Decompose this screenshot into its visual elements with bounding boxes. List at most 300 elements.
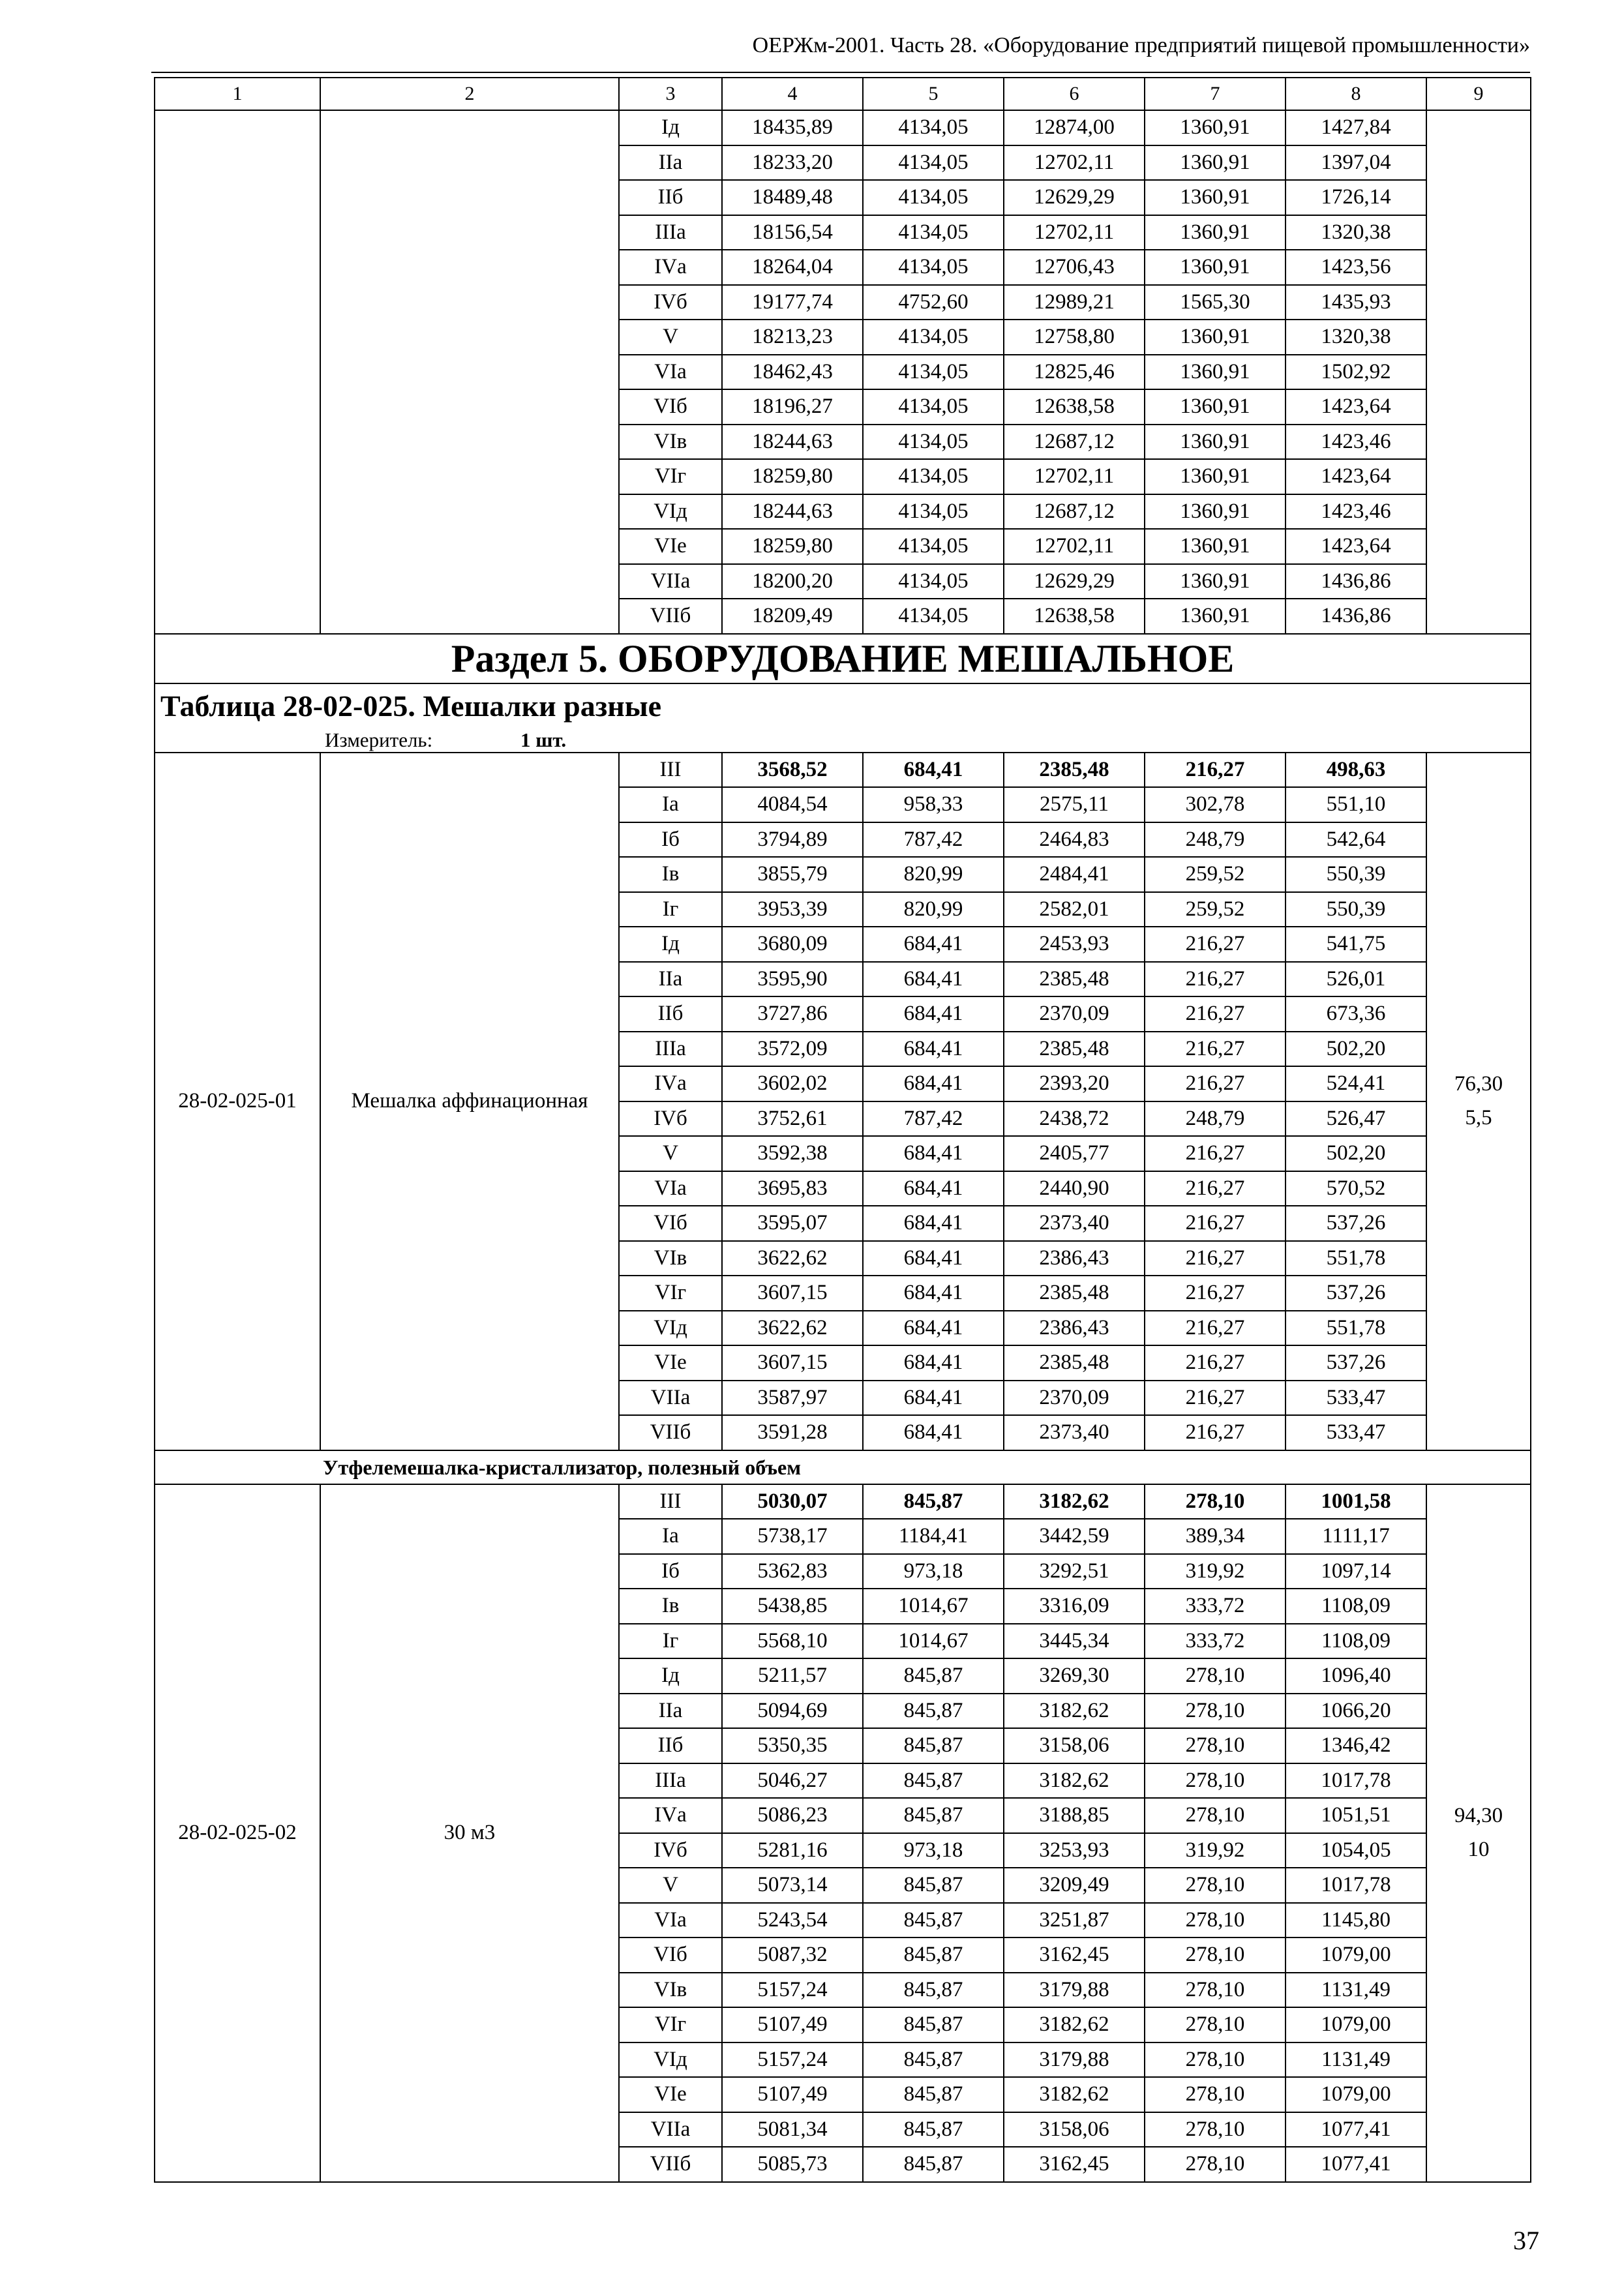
zone-cell: VIб	[619, 1937, 722, 1973]
value-cell: 533,47	[1286, 1415, 1426, 1450]
value-cell: 3316,09	[1004, 1589, 1145, 1624]
value-cell: 278,10	[1145, 1658, 1286, 1694]
section-heading-row	[155, 634, 1531, 683]
zone-cell: Iд	[619, 927, 722, 962]
value-cell: 4134,05	[863, 215, 1004, 250]
value-cell: 2373,40	[1004, 1206, 1145, 1241]
value-cell: 4134,05	[863, 599, 1004, 634]
value-cell: 18259,80	[722, 529, 863, 564]
measure-label: Измеритель:	[325, 728, 433, 751]
value-cell: 1423,46	[1286, 494, 1426, 530]
value-cell: 550,39	[1286, 892, 1426, 927]
value-cell: 4084,54	[722, 787, 863, 822]
value-cell: 2582,01	[1004, 892, 1145, 927]
value-cell: 216,27	[1145, 1311, 1286, 1346]
value-cell: 1145,80	[1286, 1903, 1426, 1938]
value-cell: 5107,49	[722, 2077, 863, 2112]
value-cell: 845,87	[863, 1868, 1004, 1903]
value-cell: 1360,91	[1145, 355, 1286, 390]
value-cell: 1184,41	[863, 1519, 1004, 1554]
value-cell: 216,27	[1145, 1415, 1286, 1450]
value-cell: 12825,46	[1004, 355, 1145, 390]
value-cell: 570,52	[1286, 1171, 1426, 1206]
value-cell: 1360,91	[1145, 389, 1286, 425]
value-cell: 2393,20	[1004, 1066, 1145, 1101]
value-cell: 278,10	[1145, 2042, 1286, 2078]
value-cell: 684,41	[863, 1241, 1004, 1276]
value-cell: 259,52	[1145, 857, 1286, 892]
value-cell: 389,34	[1145, 1519, 1286, 1554]
value-cell: 787,42	[863, 1101, 1004, 1137]
table-title-row	[155, 683, 1531, 728]
col9-value: 5,5	[1465, 1105, 1492, 1130]
zone-cell: VIе	[619, 529, 722, 564]
column-number: 9	[1426, 78, 1531, 110]
value-cell: 12687,12	[1004, 494, 1145, 530]
value-cell: 1096,40	[1286, 1658, 1426, 1694]
value-cell: 333,72	[1145, 1624, 1286, 1659]
value-cell: 1502,92	[1286, 355, 1426, 390]
value-cell: 12702,11	[1004, 459, 1145, 494]
value-cell: 216,27	[1145, 1206, 1286, 1241]
value-cell: 973,18	[863, 1833, 1004, 1868]
zone-cell: VIб	[619, 1206, 722, 1241]
zone-cell: Iб	[619, 1554, 722, 1589]
value-cell: 1423,56	[1286, 250, 1426, 285]
value-cell: 278,10	[1145, 2147, 1286, 2182]
value-cell: 18435,89	[722, 110, 863, 145]
zone-cell: VIе	[619, 1345, 722, 1381]
zone-cell: VIд	[619, 2042, 722, 2078]
zone-cell: VIа	[619, 1903, 722, 1938]
value-cell: 4134,05	[863, 250, 1004, 285]
zone-cell: IVб	[619, 285, 722, 320]
zone-cell: VIб	[619, 389, 722, 425]
value-cell: 5362,83	[722, 1554, 863, 1589]
column-number: 6	[1004, 78, 1145, 110]
value-cell: 1108,09	[1286, 1589, 1426, 1624]
value-cell: 3622,62	[722, 1241, 863, 1276]
value-cell: 3188,85	[1004, 1798, 1145, 1833]
value-cell: 684,41	[863, 753, 1004, 788]
value-cell: 4134,05	[863, 180, 1004, 215]
rates-table	[154, 77, 1531, 2183]
value-cell: 5087,32	[722, 1937, 863, 1973]
value-cell: 1077,41	[1286, 2147, 1426, 2182]
code-cell: 28-02-025-02	[155, 1484, 320, 2182]
zone-cell: VIд	[619, 494, 722, 530]
value-cell: 845,87	[863, 2147, 1004, 2182]
group-spacer	[155, 1450, 320, 1484]
value-cell: 684,41	[863, 1345, 1004, 1381]
value-cell: 248,79	[1145, 822, 1286, 858]
value-cell: 278,10	[1145, 2007, 1286, 2042]
value-cell: 5568,10	[722, 1624, 863, 1659]
value-cell: 5157,24	[722, 1973, 863, 2008]
value-cell: 3182,62	[1004, 2077, 1145, 2112]
zone-cell: VIIб	[619, 1415, 722, 1450]
value-cell: 278,10	[1145, 1868, 1286, 1903]
column-number: 4	[722, 78, 863, 110]
value-cell: 278,10	[1145, 1798, 1286, 1833]
zone-cell: III	[619, 753, 722, 788]
zone-cell: VIв	[619, 1973, 722, 2008]
column-number: 8	[1286, 78, 1426, 110]
zone-cell: Iд	[619, 110, 722, 145]
value-cell: 1360,91	[1145, 564, 1286, 599]
value-cell: 1131,49	[1286, 2042, 1426, 2078]
value-cell: 3292,51	[1004, 1554, 1145, 1589]
value-cell: 319,92	[1145, 1554, 1286, 1589]
value-cell: 3158,06	[1004, 2112, 1145, 2147]
value-cell: 3179,88	[1004, 2042, 1145, 2078]
value-cell: 248,79	[1145, 1101, 1286, 1137]
value-cell: 3591,28	[722, 1415, 863, 1450]
value-cell: 845,87	[863, 2007, 1004, 2042]
value-cell: 845,87	[863, 1658, 1004, 1694]
header-divider	[151, 72, 1530, 73]
value-cell: 3607,15	[722, 1276, 863, 1311]
value-cell: 3622,62	[722, 1311, 863, 1346]
value-cell: 18233,20	[722, 145, 863, 181]
value-cell: 502,20	[1286, 1032, 1426, 1067]
value-cell: 1001,58	[1286, 1484, 1426, 1519]
value-cell: 502,20	[1286, 1136, 1426, 1171]
zone-cell: IIIа	[619, 1763, 722, 1799]
value-cell: 3592,38	[722, 1136, 863, 1171]
value-cell: 278,10	[1145, 1937, 1286, 1973]
value-cell: 2386,43	[1004, 1241, 1145, 1276]
value-cell: 684,41	[863, 1032, 1004, 1067]
zone-cell: Iб	[619, 822, 722, 858]
value-cell: 3695,83	[722, 1171, 863, 1206]
value-cell: 12702,11	[1004, 529, 1145, 564]
value-cell: 551,78	[1286, 1241, 1426, 1276]
value-cell: 1320,38	[1286, 320, 1426, 355]
value-cell: 2464,83	[1004, 822, 1145, 858]
value-cell: 684,41	[863, 1171, 1004, 1206]
value-cell: 537,26	[1286, 1345, 1426, 1381]
value-cell: 1054,05	[1286, 1833, 1426, 1868]
value-cell: 18209,49	[722, 599, 863, 634]
value-cell: 526,01	[1286, 962, 1426, 997]
zone-cell: VIв	[619, 1241, 722, 1276]
value-cell: 5086,23	[722, 1798, 863, 1833]
column-number: 1	[155, 78, 320, 110]
value-cell: 1014,67	[863, 1589, 1004, 1624]
column-number: 3	[619, 78, 722, 110]
value-cell: 541,75	[1286, 927, 1426, 962]
value-cell: 18200,20	[722, 564, 863, 599]
value-cell: 1427,84	[1286, 110, 1426, 145]
zone-cell: Iг	[619, 1624, 722, 1659]
zone-cell: IIб	[619, 1728, 722, 1763]
value-cell: 1423,46	[1286, 425, 1426, 460]
value-cell: 216,27	[1145, 1276, 1286, 1311]
value-cell: 1131,49	[1286, 1973, 1426, 2008]
value-cell: 18259,80	[722, 459, 863, 494]
value-cell: 3595,90	[722, 962, 863, 997]
value-cell: 4134,05	[863, 494, 1004, 530]
value-cell: 2385,48	[1004, 753, 1145, 788]
value-cell: 1360,91	[1145, 529, 1286, 564]
value-cell: 1435,93	[1286, 285, 1426, 320]
value-cell: 18489,48	[722, 180, 863, 215]
value-cell: 684,41	[863, 1311, 1004, 1346]
value-cell: 5073,14	[722, 1868, 863, 1903]
zone-cell: III	[619, 1484, 722, 1519]
value-cell: 18264,04	[722, 250, 863, 285]
value-cell: 278,10	[1145, 1903, 1286, 1938]
value-cell: 684,41	[863, 1066, 1004, 1101]
value-cell: 684,41	[863, 962, 1004, 997]
value-cell: 684,41	[863, 1381, 1004, 1416]
zone-cell: VIIа	[619, 564, 722, 599]
value-cell: 1108,09	[1286, 1624, 1426, 1659]
value-cell: 537,26	[1286, 1206, 1426, 1241]
value-cell: 526,47	[1286, 1101, 1426, 1137]
value-cell: 278,10	[1145, 2112, 1286, 2147]
value-cell: 1360,91	[1145, 180, 1286, 215]
value-cell: 12758,80	[1004, 320, 1145, 355]
value-cell: 19177,74	[722, 285, 863, 320]
zone-cell: IVб	[619, 1833, 722, 1868]
value-cell: 302,78	[1145, 787, 1286, 822]
col9-value: 10	[1467, 1837, 1490, 1861]
value-cell: 12874,00	[1004, 110, 1145, 145]
zone-cell: IVа	[619, 1798, 722, 1833]
zone-cell: VIIа	[619, 2112, 722, 2147]
value-cell: 4134,05	[863, 529, 1004, 564]
column-number: 7	[1145, 78, 1286, 110]
value-cell: 2453,93	[1004, 927, 1145, 962]
value-cell: 820,99	[863, 892, 1004, 927]
value-cell: 2386,43	[1004, 1311, 1145, 1346]
value-cell: 1436,86	[1286, 564, 1426, 599]
value-cell: 3209,49	[1004, 1868, 1145, 1903]
value-cell: 18244,63	[722, 425, 863, 460]
value-cell: 5350,35	[722, 1728, 863, 1763]
value-cell: 12638,58	[1004, 599, 1145, 634]
value-cell: 973,18	[863, 1554, 1004, 1589]
value-cell: 1360,91	[1145, 425, 1286, 460]
measure-cell	[155, 728, 1531, 753]
zone-cell: Iа	[619, 1519, 722, 1554]
zone-cell: VIа	[619, 355, 722, 390]
value-cell: 5094,69	[722, 1694, 863, 1729]
zone-cell: IVб	[619, 1101, 722, 1137]
col9-cell	[1426, 1484, 1531, 2182]
value-cell: 2440,90	[1004, 1171, 1145, 1206]
value-cell: 2405,77	[1004, 1136, 1145, 1171]
value-cell: 787,42	[863, 822, 1004, 858]
value-cell: 1423,64	[1286, 389, 1426, 425]
value-cell: 278,10	[1145, 1763, 1286, 1799]
value-cell: 2438,72	[1004, 1101, 1145, 1137]
value-cell: 551,10	[1286, 787, 1426, 822]
value-cell: 5081,34	[722, 2112, 863, 2147]
zone-cell: VIIа	[619, 1381, 722, 1416]
value-cell: 278,10	[1145, 2077, 1286, 2112]
value-cell: 216,27	[1145, 1066, 1286, 1101]
value-cell: 216,27	[1145, 1171, 1286, 1206]
value-cell: 3269,30	[1004, 1658, 1145, 1694]
zone-cell: V	[619, 320, 722, 355]
value-cell: 684,41	[863, 1206, 1004, 1241]
value-cell: 3568,52	[722, 753, 863, 788]
name-cell: Мешалка аффинационная	[320, 753, 619, 1450]
value-cell: 278,10	[1145, 1973, 1286, 2008]
value-cell: 3727,86	[722, 996, 863, 1032]
value-cell: 5211,57	[722, 1658, 863, 1694]
value-cell: 1077,41	[1286, 2112, 1426, 2147]
value-cell: 5107,49	[722, 2007, 863, 2042]
value-cell: 1346,42	[1286, 1728, 1426, 1763]
value-cell: 845,87	[863, 2077, 1004, 2112]
value-cell: 5281,16	[722, 1833, 863, 1868]
value-cell: 216,27	[1145, 927, 1286, 962]
zone-cell: IIа	[619, 962, 722, 997]
value-cell: 845,87	[863, 2112, 1004, 2147]
value-cell: 5046,27	[722, 1763, 863, 1799]
value-cell: 1360,91	[1145, 320, 1286, 355]
value-cell: 4134,05	[863, 320, 1004, 355]
zone-cell: V	[619, 1868, 722, 1903]
zone-cell: IVа	[619, 1066, 722, 1101]
zone-cell: VIа	[619, 1171, 722, 1206]
zone-cell: IVа	[619, 250, 722, 285]
name-cell: 30 м3	[320, 1484, 619, 2182]
value-cell: 3855,79	[722, 857, 863, 892]
value-cell: 259,52	[1145, 892, 1286, 927]
measure-row	[155, 728, 1531, 753]
value-cell: 2484,41	[1004, 857, 1145, 892]
zone-cell: Iд	[619, 1658, 722, 1694]
value-cell: 684,41	[863, 927, 1004, 962]
value-cell: 12638,58	[1004, 389, 1145, 425]
value-cell: 3179,88	[1004, 1973, 1145, 2008]
section-title: Раздел 5. ОБОРУДОВАНИЕ МЕШАЛЬНОЕ	[155, 634, 1531, 683]
value-cell: 3182,62	[1004, 1484, 1145, 1519]
value-cell: 3162,45	[1004, 2147, 1145, 2182]
zone-cell: IIа	[619, 1694, 722, 1729]
value-cell: 12702,11	[1004, 145, 1145, 181]
value-cell: 3162,45	[1004, 1937, 1145, 1973]
value-cell: 3794,89	[722, 822, 863, 858]
value-cell: 1079,00	[1286, 2007, 1426, 2042]
value-cell: 4134,05	[863, 564, 1004, 599]
value-cell: 12629,29	[1004, 180, 1145, 215]
value-cell: 2385,48	[1004, 1276, 1145, 1311]
zone-cell: VIд	[619, 1311, 722, 1346]
value-cell: 4752,60	[863, 285, 1004, 320]
value-cell: 1017,78	[1286, 1868, 1426, 1903]
zone-cell: V	[619, 1136, 722, 1171]
code-cell: 28-02-025-01	[155, 753, 320, 1450]
value-cell: 845,87	[863, 1798, 1004, 1833]
value-cell: 216,27	[1145, 1241, 1286, 1276]
value-cell: 2385,48	[1004, 1032, 1145, 1067]
value-cell: 845,87	[863, 1763, 1004, 1799]
measure-unit: 1 шт.	[520, 728, 567, 751]
value-cell: 12687,12	[1004, 425, 1145, 460]
zone-cell: VIIб	[619, 599, 722, 634]
group-heading-row	[155, 1450, 1531, 1484]
value-cell: 3442,59	[1004, 1519, 1145, 1554]
value-cell: 3587,97	[722, 1381, 863, 1416]
value-cell: 1726,14	[1286, 180, 1426, 215]
value-cell: 2370,09	[1004, 1381, 1145, 1416]
value-cell: 845,87	[863, 1937, 1004, 1973]
value-cell: 3572,09	[722, 1032, 863, 1067]
value-cell: 3607,15	[722, 1345, 863, 1381]
value-cell: 278,10	[1145, 1694, 1286, 1729]
page-number: 37	[1513, 2226, 1539, 2255]
value-cell: 845,87	[863, 1484, 1004, 1519]
value-cell: 845,87	[863, 1973, 1004, 2008]
value-cell: 542,64	[1286, 822, 1426, 858]
value-cell: 2385,48	[1004, 962, 1145, 997]
value-cell: 1397,04	[1286, 145, 1426, 181]
table-row	[155, 1484, 1531, 1519]
value-cell: 1360,91	[1145, 215, 1286, 250]
zone-cell: Iв	[619, 1589, 722, 1624]
value-cell: 12629,29	[1004, 564, 1145, 599]
value-cell: 216,27	[1145, 1345, 1286, 1381]
value-cell: 18244,63	[722, 494, 863, 530]
value-cell: 3752,61	[722, 1101, 863, 1137]
value-cell: 1423,64	[1286, 529, 1426, 564]
value-cell: 845,87	[863, 2042, 1004, 2078]
value-cell: 5243,54	[722, 1903, 863, 1938]
value-cell: 5085,73	[722, 2147, 863, 2182]
value-cell: 18462,43	[722, 355, 863, 390]
value-cell: 1360,91	[1145, 599, 1286, 634]
value-cell: 3953,39	[722, 892, 863, 927]
zone-cell: VIг	[619, 1276, 722, 1311]
value-cell: 1017,78	[1286, 1763, 1426, 1799]
code-cell	[155, 110, 320, 634]
value-cell: 4134,05	[863, 145, 1004, 181]
zone-cell: VIг	[619, 459, 722, 494]
col9-cell	[1426, 753, 1531, 1450]
zone-cell: Iа	[619, 787, 722, 822]
value-cell: 3251,87	[1004, 1903, 1145, 1938]
value-cell: 5157,24	[722, 2042, 863, 2078]
value-cell: 1423,64	[1286, 459, 1426, 494]
value-cell: 4134,05	[863, 355, 1004, 390]
value-cell: 216,27	[1145, 962, 1286, 997]
value-cell: 1565,30	[1145, 285, 1286, 320]
value-cell: 1436,86	[1286, 599, 1426, 634]
value-cell: 4134,05	[863, 425, 1004, 460]
zone-cell: IIб	[619, 180, 722, 215]
zone-cell: IIIа	[619, 1032, 722, 1067]
zone-cell: VIе	[619, 2077, 722, 2112]
value-cell: 1360,91	[1145, 494, 1286, 530]
value-cell: 1360,91	[1145, 145, 1286, 181]
zone-cell: Iг	[619, 892, 722, 927]
value-cell: 333,72	[1145, 1589, 1286, 1624]
value-cell: 1360,91	[1145, 250, 1286, 285]
value-cell: 5030,07	[722, 1484, 863, 1519]
value-cell: 12989,21	[1004, 285, 1145, 320]
value-cell: 18156,54	[722, 215, 863, 250]
value-cell: 524,41	[1286, 1066, 1426, 1101]
value-cell: 533,47	[1286, 1381, 1426, 1416]
value-cell: 2373,40	[1004, 1415, 1145, 1450]
zone-cell: IIб	[619, 996, 722, 1032]
